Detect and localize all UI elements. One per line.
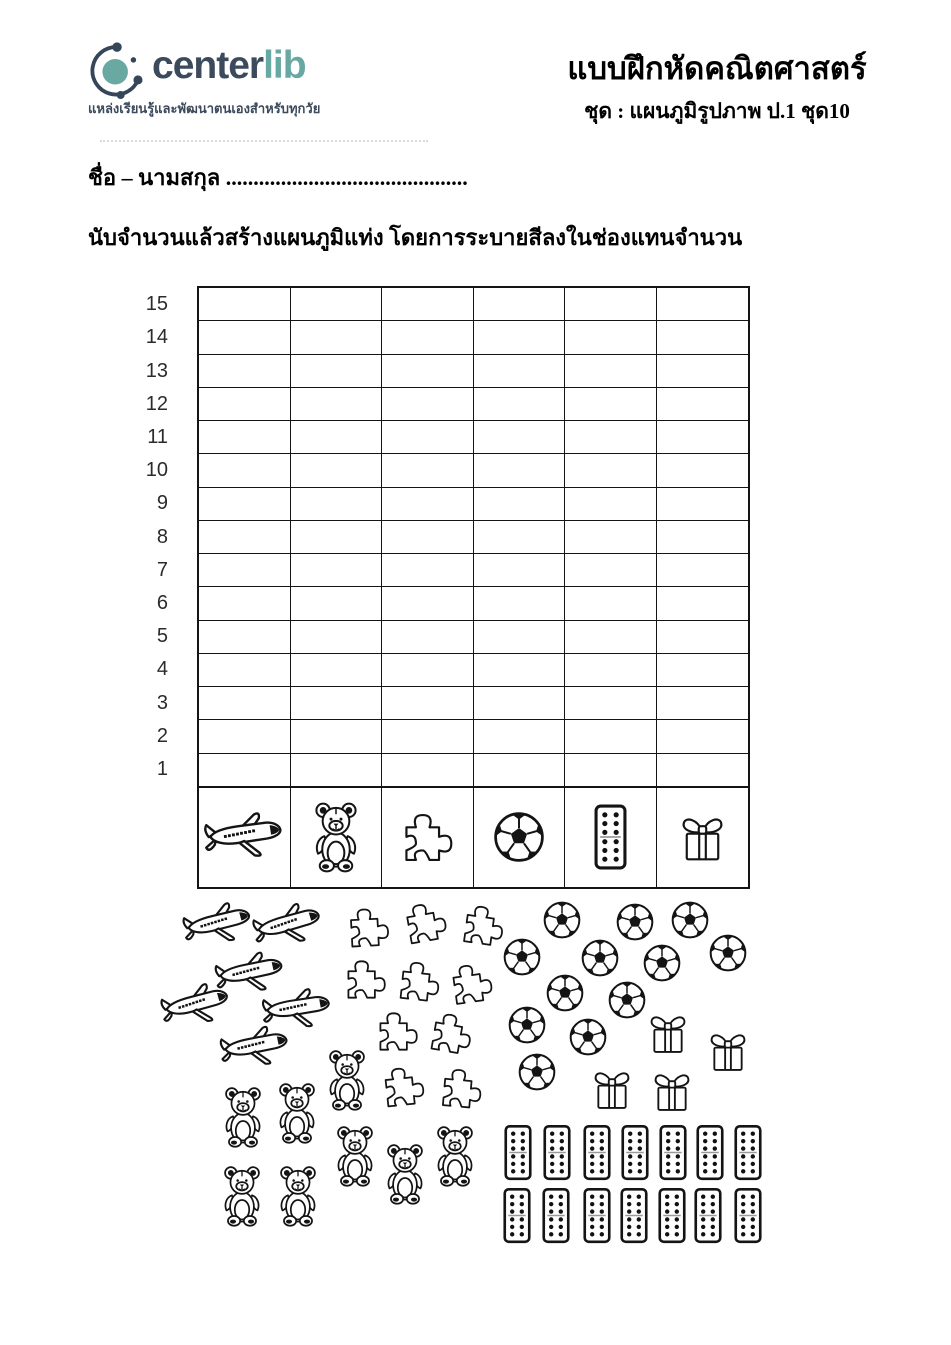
- grid-cell[interactable]: [657, 355, 749, 388]
- grid-cell[interactable]: [199, 621, 291, 654]
- grid-cell[interactable]: [565, 621, 657, 654]
- teddy-bear-icon: [275, 1082, 319, 1144]
- grid-cell[interactable]: [657, 288, 749, 321]
- soccer-ball-icon: [670, 900, 710, 940]
- grid-cell[interactable]: [291, 720, 383, 753]
- grid-cell[interactable]: [382, 621, 474, 654]
- airplane-icon: [212, 947, 287, 1000]
- legend-cell-puzzle: [382, 787, 474, 887]
- domino-icon: [543, 1124, 571, 1181]
- grid-cell[interactable]: [565, 554, 657, 587]
- grid-cell[interactable]: [657, 388, 749, 421]
- grid-cell[interactable]: [474, 454, 566, 487]
- grid-cell[interactable]: [199, 421, 291, 454]
- domino-icon: [583, 1187, 611, 1244]
- soccer-ball-icon: [615, 902, 655, 942]
- grid-cell[interactable]: [199, 454, 291, 487]
- legend-cell-teddy-bear: [291, 787, 383, 887]
- airplane-icon: [249, 897, 327, 955]
- grid-cell[interactable]: [657, 687, 749, 720]
- row-label: 2: [156, 724, 168, 747]
- grid-cell[interactable]: [382, 754, 474, 787]
- grid-cell[interactable]: [382, 654, 474, 687]
- puzzle-icon: [395, 957, 442, 1004]
- domino-icon: [694, 1187, 722, 1244]
- centerlib-logo-icon: [86, 36, 148, 102]
- row-label: 11: [147, 425, 168, 448]
- grid-cell[interactable]: [474, 554, 566, 587]
- row-label: 5: [156, 625, 168, 648]
- domino-icon: [659, 1124, 687, 1181]
- grid-cell[interactable]: [474, 521, 566, 554]
- grid-cell[interactable]: [199, 687, 291, 720]
- soccer-ball-icon: [545, 973, 585, 1013]
- teddy-bear-icon: [221, 1086, 265, 1148]
- grid-cell[interactable]: [565, 687, 657, 720]
- puzzle-icon: [459, 901, 508, 950]
- puzzle-icon: [401, 811, 454, 864]
- grid-cell[interactable]: [291, 687, 383, 720]
- grid-cell[interactable]: [199, 554, 291, 587]
- grid-cell[interactable]: [291, 754, 383, 787]
- grid-cell[interactable]: [199, 388, 291, 421]
- soccer-ball-icon: [517, 1052, 557, 1092]
- domino-icon: [658, 1187, 686, 1244]
- soccer-ball-icon: [507, 1005, 547, 1045]
- grid-cell[interactable]: [382, 421, 474, 454]
- name-line: [88, 160, 468, 195]
- row-label: 3: [156, 691, 168, 714]
- airplane-icon: [157, 978, 234, 1035]
- teddy-bear-icon: [333, 1125, 377, 1187]
- domino-icon: [503, 1187, 531, 1244]
- puzzle-icon: [379, 1062, 426, 1109]
- grid-cell[interactable]: [291, 454, 383, 487]
- grid-cell[interactable]: [199, 754, 291, 787]
- row-labels: [108, 288, 168, 786]
- row-label: 13: [145, 359, 168, 382]
- gift-icon: [676, 811, 729, 863]
- grid-cell[interactable]: [565, 388, 657, 421]
- soccer-ball-icon: [542, 900, 582, 940]
- grid-cell[interactable]: [474, 355, 566, 388]
- grid-cell[interactable]: [382, 554, 474, 587]
- grid-cell[interactable]: [565, 488, 657, 521]
- grid-cell[interactable]: [657, 488, 749, 521]
- instruction-text: นับจำนวนแล้วสร้างแผนภูมิแท่ง โดยการระบายสีลงในช่องแทนจำนวน: [88, 225, 743, 250]
- centerlib-logo: [86, 36, 148, 102]
- grid-cell[interactable]: [474, 587, 566, 620]
- grid-cell[interactable]: [657, 720, 749, 753]
- soccer-ball-icon: [642, 943, 682, 983]
- grid-cell[interactable]: [382, 321, 474, 354]
- grid-cell[interactable]: [382, 521, 474, 554]
- grid-cell[interactable]: [382, 687, 474, 720]
- grid-cell[interactable]: [657, 621, 749, 654]
- puzzle-icon: [400, 897, 450, 947]
- grid-cell[interactable]: [474, 421, 566, 454]
- grid-cell[interactable]: [291, 288, 383, 321]
- gift-icon: [649, 1068, 695, 1113]
- grid-cell[interactable]: [474, 488, 566, 521]
- grid-cell[interactable]: [657, 754, 749, 787]
- grid-cell[interactable]: [657, 554, 749, 587]
- puzzle-icon: [426, 1008, 476, 1058]
- grid-cell[interactable]: [291, 488, 383, 521]
- soccer-ball-icon: [568, 1017, 608, 1057]
- soccer-ball-icon: [502, 937, 542, 977]
- puzzle-icon: [447, 959, 496, 1008]
- gift-icon: [705, 1028, 751, 1073]
- grid-cell[interactable]: [382, 454, 474, 487]
- worksheet-title: แบบฝึกหัดคณิตศาสตร์: [567, 51, 867, 86]
- grid-cell[interactable]: [474, 388, 566, 421]
- soccer-ball-icon: [708, 933, 748, 973]
- grid-cell[interactable]: [474, 720, 566, 753]
- puzzle-icon: [344, 958, 387, 1001]
- logo-word-secondary: lib: [263, 44, 306, 87]
- teddy-bear-icon: [433, 1125, 477, 1187]
- grid-cell[interactable]: [199, 654, 291, 687]
- grid-cell[interactable]: [565, 421, 657, 454]
- grid-cell[interactable]: [657, 587, 749, 620]
- grid-cell[interactable]: [382, 388, 474, 421]
- worksheet-subtitle: ชุด : แผนภูมิรูปภาพ ป.1 ชุด10: [584, 98, 850, 123]
- puzzle-icon: [376, 1010, 419, 1053]
- chart-grid: [197, 286, 750, 889]
- grid-cell[interactable]: [565, 288, 657, 321]
- gift-icon: [589, 1066, 635, 1111]
- domino-icon: [583, 1124, 611, 1181]
- grid-cell[interactable]: [657, 454, 749, 487]
- teddy-bear-icon: [325, 1049, 369, 1111]
- grid-cell[interactable]: [474, 621, 566, 654]
- grid-cell[interactable]: [291, 554, 383, 587]
- logo-wordmark: [152, 44, 306, 88]
- grid-cell[interactable]: [199, 288, 291, 321]
- airplane-icon: [260, 985, 334, 1035]
- grid-cell[interactable]: [565, 454, 657, 487]
- row-label: 6: [156, 591, 168, 614]
- logo-tagline: แหล่งเรียนรู้และพัฒนาตนเองสำหรับทุกวัย: [88, 101, 321, 116]
- grid-cell[interactable]: [565, 587, 657, 620]
- row-label: 14: [145, 326, 168, 349]
- logo-word-primary: center: [152, 44, 264, 87]
- grid-cell[interactable]: [565, 355, 657, 388]
- row-label: 4: [156, 658, 168, 681]
- soccer-ball-icon: [607, 980, 647, 1020]
- grid-cell[interactable]: [291, 421, 383, 454]
- grid-cell[interactable]: [382, 288, 474, 321]
- airplane-icon: [203, 810, 286, 865]
- scan-artifact-line: [100, 140, 428, 142]
- puzzle-icon: [345, 904, 390, 949]
- legend-cell-domino: [565, 787, 657, 887]
- grid-cell[interactable]: [199, 521, 291, 554]
- grid-cell[interactable]: [382, 720, 474, 753]
- teddy-bear-icon: [220, 1165, 264, 1227]
- grid-cell[interactable]: [657, 521, 749, 554]
- grid-cell[interactable]: [565, 654, 657, 687]
- teddy-bear-icon: [383, 1143, 427, 1205]
- row-label: 15: [145, 293, 168, 316]
- gift-icon: [645, 1010, 691, 1055]
- row-label: 1: [156, 757, 168, 780]
- legend-cell-airplane: [199, 787, 291, 887]
- domino-icon: [696, 1124, 724, 1181]
- grid-cell[interactable]: [199, 355, 291, 388]
- legend-cell-soccer-ball: [474, 787, 566, 887]
- soccer-ball-icon: [580, 938, 620, 978]
- row-label: 9: [156, 492, 168, 515]
- legend-cell-gift: [657, 787, 749, 887]
- grid-cell[interactable]: [199, 321, 291, 354]
- grid-cell[interactable]: [382, 587, 474, 620]
- grid-cell[interactable]: [474, 321, 566, 354]
- domino-icon: [620, 1187, 648, 1244]
- grid-cell[interactable]: [199, 720, 291, 753]
- grid-cell[interactable]: [382, 355, 474, 388]
- grid-cell[interactable]: [291, 521, 383, 554]
- domino-icon: [734, 1124, 762, 1181]
- grid-cell[interactable]: [565, 321, 657, 354]
- grid-cell[interactable]: [474, 687, 566, 720]
- grid-cell[interactable]: [199, 587, 291, 620]
- airplane-icon: [180, 897, 257, 952]
- grid-cell[interactable]: [657, 321, 749, 354]
- name-label: ชื่อ – นามสกุล: [88, 165, 221, 190]
- grid-cell[interactable]: [474, 288, 566, 321]
- row-label: 7: [156, 558, 168, 581]
- soccer-ball-icon: [492, 810, 546, 864]
- grid-cell[interactable]: [565, 521, 657, 554]
- domino-icon: [734, 1187, 762, 1244]
- grid-cell[interactable]: [291, 321, 383, 354]
- grid-cell[interactable]: [657, 654, 749, 687]
- domino-icon: [621, 1124, 649, 1181]
- puzzle-icon: [438, 1065, 485, 1112]
- grid-cell[interactable]: [474, 654, 566, 687]
- grid-cell[interactable]: [565, 754, 657, 787]
- grid-cell[interactable]: [291, 654, 383, 687]
- teddy-bear-icon: [276, 1165, 320, 1227]
- grid-cell[interactable]: [291, 621, 383, 654]
- grid-cell[interactable]: [291, 388, 383, 421]
- grid-cell[interactable]: [657, 421, 749, 454]
- row-label: 12: [145, 392, 168, 415]
- grid-cell[interactable]: [291, 355, 383, 388]
- grid-cell[interactable]: [382, 488, 474, 521]
- domino-icon: [504, 1124, 532, 1181]
- row-label: 8: [156, 525, 168, 548]
- teddy-bear-icon: [311, 801, 361, 873]
- grid-cell[interactable]: [291, 587, 383, 620]
- airplane-icon: [218, 1022, 293, 1074]
- domino-icon: [594, 804, 627, 870]
- grid-cell[interactable]: [199, 488, 291, 521]
- grid-cell[interactable]: [474, 754, 566, 787]
- grid-cell[interactable]: [565, 720, 657, 753]
- row-label: 10: [145, 459, 168, 482]
- name-fill-in-field[interactable]: ............................................: [225, 165, 468, 190]
- domino-icon: [542, 1187, 570, 1244]
- title-block: [505, 50, 929, 128]
